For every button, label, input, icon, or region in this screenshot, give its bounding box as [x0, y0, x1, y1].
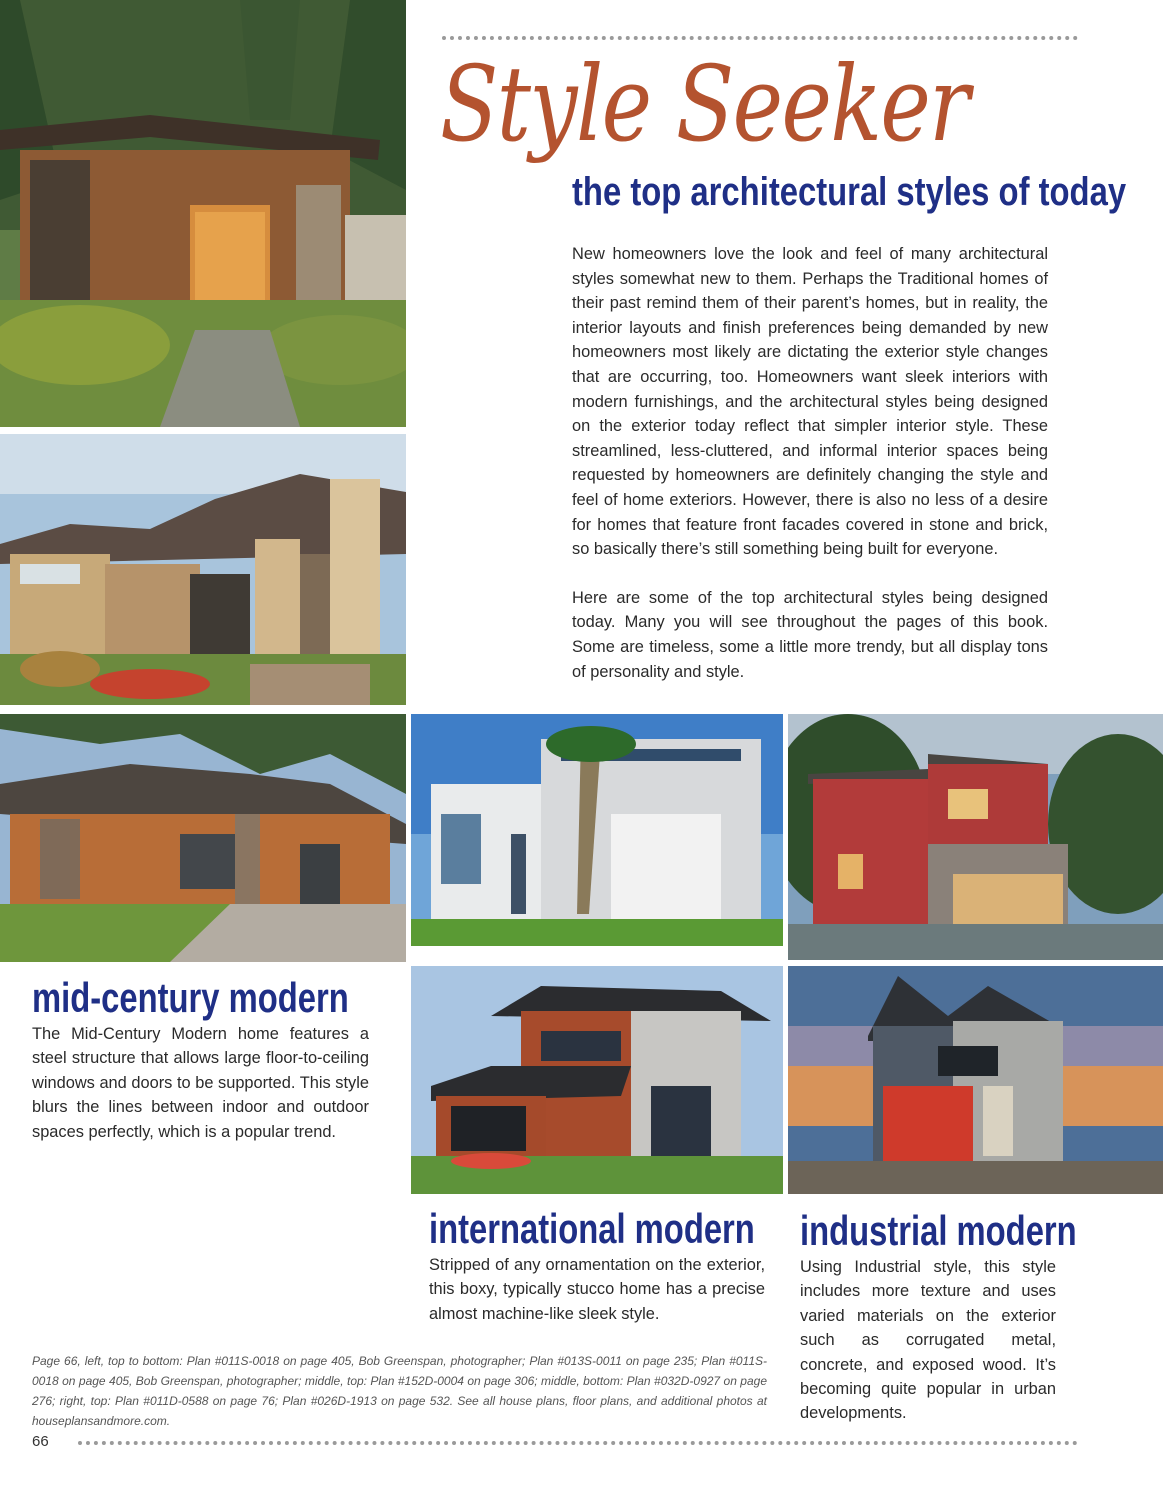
- heading-mid-century-modern: mid-century modern: [32, 974, 349, 1021]
- page-title: Style Seeker: [440, 43, 969, 165]
- heading-industrial-modern: industrial modern: [800, 1207, 1077, 1254]
- text-international-modern: Stripped of any ornamentation on the exterior, this boxy, typically stucco home has a precise almost machine-like sleek style.: [429, 1256, 765, 1323]
- photo-mid-century-modern-home: [0, 714, 406, 962]
- heading-international-modern: international modern: [429, 1205, 755, 1252]
- photo-industrial-modern-home: [788, 966, 1163, 1194]
- page-subtitle: the top architectural styles of today: [572, 170, 1127, 214]
- photo-shed-roof-home-wood-door: [0, 0, 406, 427]
- photo-red-siding-modern-home: [788, 714, 1163, 960]
- text-mid-century-modern: The Mid-Century Modern home features a steel structure that allows large floor-to-ceiling windows and doors to be supported. This style blurs the lines between indoor and outdoor spaces perfectly, which is a popular trend.: [32, 1025, 369, 1141]
- photo-brick-stone-modern-home: [411, 966, 783, 1194]
- top-dotted-rule: [442, 36, 1078, 40]
- intro-paragraph: New homeowners love the look and feel of many architectural styles somewhat new to them. Perhaps the Traditional homes of their past remind them of their parent’s homes, but in reality, the interior layouts and finish preferences being demanded by new homeowners most likely are dictating the exterior style changes that are occurring, too. Homeowners want sleek interiors with modern furnishings, and the architectural styles being designed on the exterior today reflect that simpler interior style. These streamlined, less-cluttered, and informal interior spaces being requested by homeowners are definitely changing the style and feel of home exteriors. However, there is also no less of a desire for homes that feature front facades covered in stone and brick, so basically there’s still something being built for everyone.: [572, 245, 1048, 559]
- text-industrial-modern: Using Industrial style, this style includes more texture and uses varied materials on the exterior such as corrugated metal, concrete, and exposed wood. It’s becoming quite popular in urban developments.: [800, 1258, 1056, 1423]
- bottom-dotted-rule: [78, 1441, 1078, 1445]
- page-number: 66: [32, 1433, 49, 1450]
- intro-text: [572, 242, 1048, 708]
- photo-international-modern-home: [411, 714, 783, 946]
- photo-stone-prairie-home: [0, 434, 406, 705]
- photo-credits-caption: Page 66, left, top to bottom: Plan #011S-0018 on page 405, Bob Greenspan, photographer; Plan #013S-0011 on page 235; Plan #011S-0018 on page 405, Bob Greenspan, photographer; middle, top: Plan #152D-0004 on page 306; middle, bottom: Plan #032D-0927 on page 276; right, top: Plan #011D-0588 on page 76; Plan #026D-1913 on page 532. See all house plans, floor plans, and additional photos at houseplansandmore.com.: [32, 1354, 767, 1428]
- intro-paragraph: Here are some of the top architectural styles being designed today. Many you will see throughout the pages of this book. Some are timeless, some a little more trendy, but all display tons of personality and style.: [572, 588, 1048, 681]
